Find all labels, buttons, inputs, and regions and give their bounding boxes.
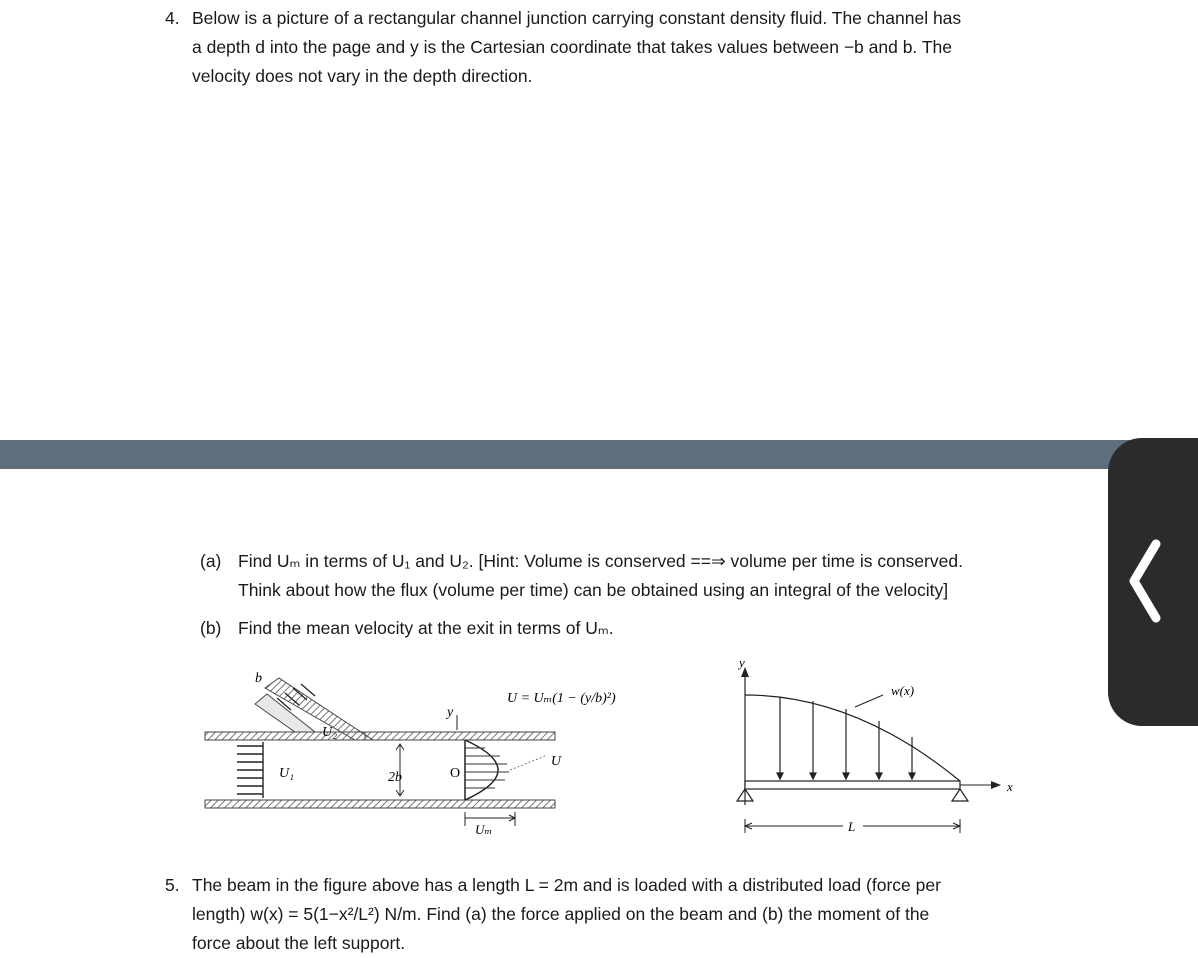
label-um: Uₘ: [475, 822, 493, 837]
page-divider-band: [0, 440, 1179, 469]
beam-label-wx: w(x): [891, 683, 915, 698]
inflow-u1-arrows: [237, 742, 263, 798]
problem-4-line-3: velocity does not vary in the depth direction.: [192, 66, 533, 86]
problem-5-number: 5.: [165, 875, 180, 895]
beam: [745, 781, 960, 789]
problem-4-line-1: 4. Below is a picture of a rectangular channel junction carrying constant density fluid. The channel has: [165, 4, 961, 33]
channel-bottom-wall: [205, 800, 555, 808]
wx-leader: [855, 695, 883, 707]
right-support: [952, 789, 968, 801]
load-curve: [745, 695, 960, 781]
exit-velocity-profile: [465, 740, 545, 800]
part-b-line-1: (b) Find the mean velocity at the exit in terms of Uₘ.: [200, 614, 614, 643]
problem-5-line-3: force about the left support.: [192, 933, 406, 953]
problem-4-number: 4.: [165, 8, 180, 28]
beam-x-axis-arrow: [991, 781, 1001, 789]
chevron-left-icon: [1124, 538, 1164, 624]
beam-label-l: L: [848, 819, 856, 834]
label-b: b: [255, 671, 262, 686]
problem-5-line-1: 5. The beam in the figure above has a length L = 2m and is loaded with a distributed load (force per: [165, 871, 941, 900]
page-top: [0, 0, 1179, 440]
problem-4-line-2: a depth d into the page and y is the Cartesian coordinate that takes values between −b and b. The: [192, 37, 952, 57]
channel-top-wall-right: [365, 732, 555, 740]
channel-top-wall-left: [205, 732, 365, 740]
load-arrows: [777, 697, 915, 779]
problem-5-line-2: length) w(x) = 5(1−x²/L²) N/m. Find (a) the force applied on the beam and (b) the moment of the: [192, 904, 930, 924]
part-a-line-1: (a) Find Uₘ in terms of U₁ and U₂. [Hint: Volume is conserved ==⇒ volume per time is conserved.: [200, 547, 963, 576]
beam-label-x: x: [1007, 779, 1013, 794]
side-panel-toggle[interactable]: [1108, 438, 1198, 726]
label-u1: U₁: [279, 766, 294, 781]
label-2b: 2b: [388, 770, 402, 785]
label-u2: U₂: [322, 725, 337, 740]
part-b-label: (b): [200, 618, 222, 638]
label-y: y: [447, 705, 454, 720]
part-a-label: (a): [200, 551, 222, 571]
beam-label-y: y: [739, 655, 745, 670]
velocity-formula: U = Uₘ(1 − (y/b)²): [507, 691, 616, 706]
label-origin: O: [450, 766, 461, 781]
label-u: U: [550, 754, 561, 769]
beam-figure: [725, 655, 1025, 845]
channel-junction-figure: [195, 660, 616, 850]
part-a-line-2: Think about how the flux (volume per time) can be obtained using an integral of the velocity]: [238, 580, 949, 600]
